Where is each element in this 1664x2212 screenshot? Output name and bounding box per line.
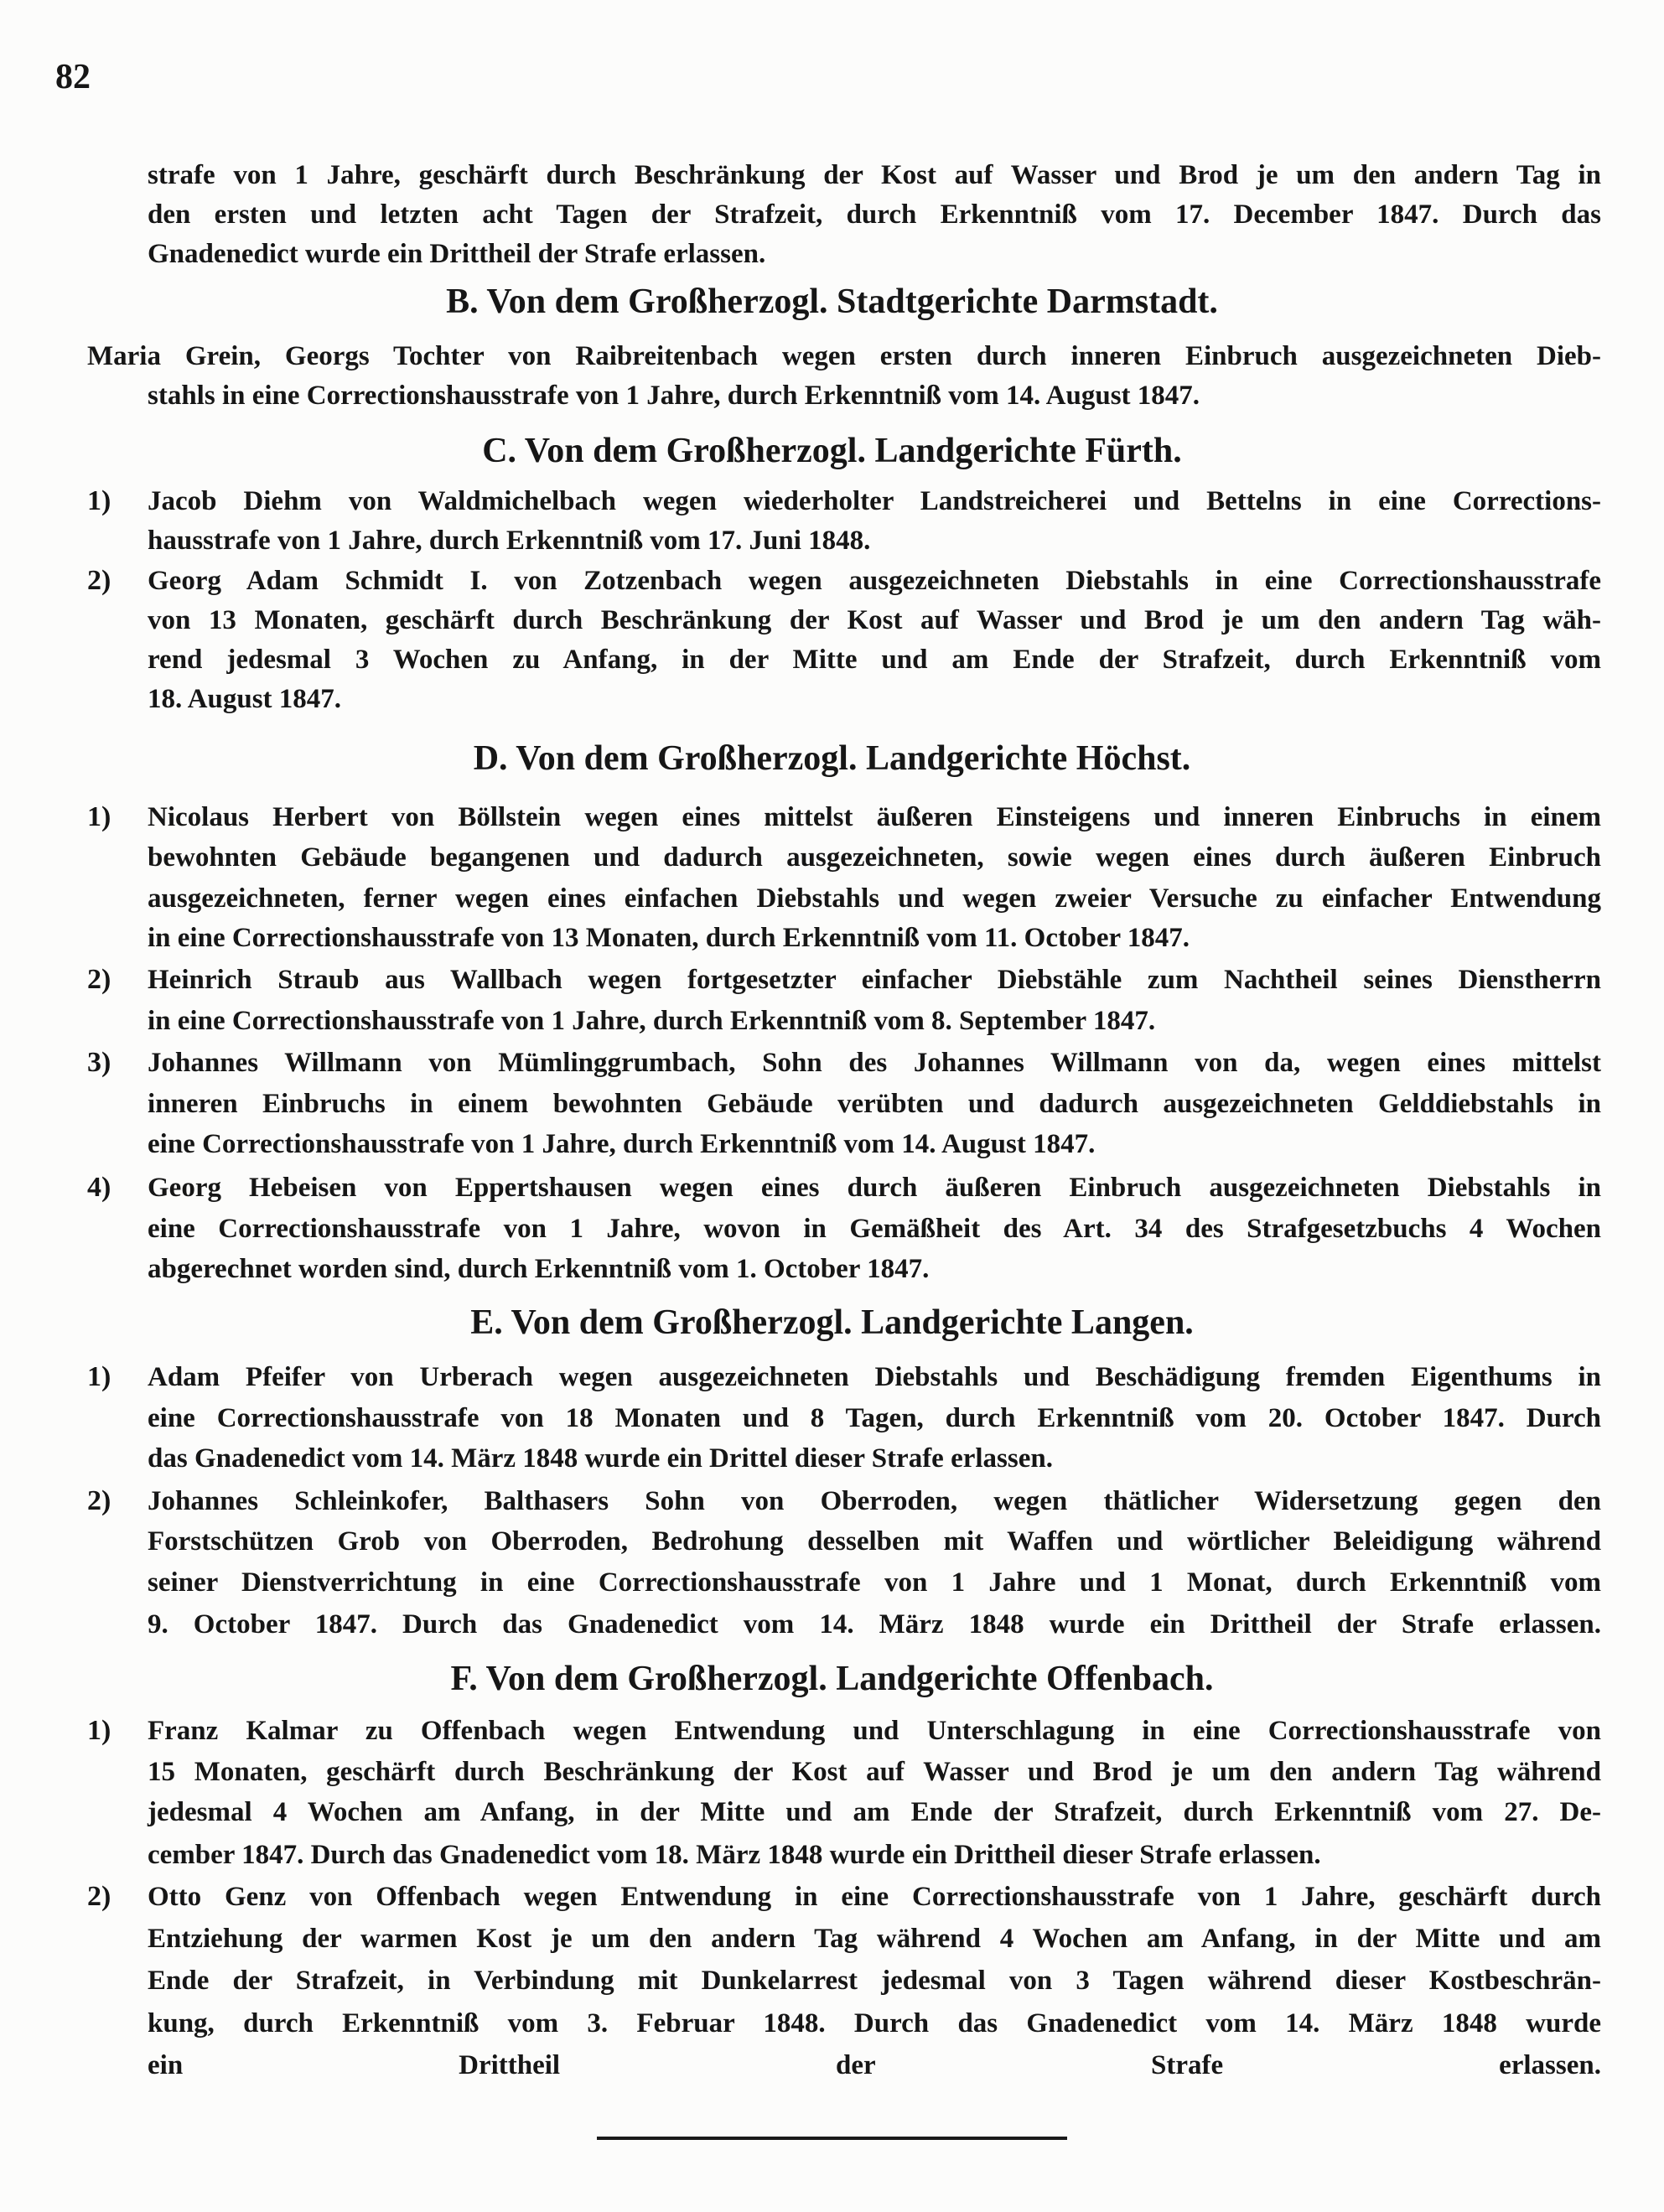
text-line: Forstschützen Grob von Oberroden, Bedrohung desselben mit Waffen und wörtlicher Beleidigung während (148, 1526, 1601, 1557)
text-line: Franz Kalmar zu Offenbach wegen Entwendung und Unterschlagung in eine Correctionshausstrafe von (148, 1716, 1601, 1746)
text-line: Adam Pfeifer von Urberach wegen ausgezeichneten Diebstahls und Beschädigung fremden Eigenthums in (148, 1362, 1601, 1392)
text-line: Heinrich Straub aus Wallbach wegen fortgesetzter einfacher Diebstähle zum Nachtheil seines Dienstherrn (148, 965, 1601, 995)
text-line: rend jedesmal 3 Wochen zu Anfang, in der Mitte und am Ende der Strafzeit, durch Erkenntniß vom (148, 645, 1601, 675)
text-line: seiner Dienstverrichtung in eine Correctionshausstrafe von 1 Jahre und 1 Monat, durch Erkenntniß vom (148, 1567, 1601, 1598)
section-heading: E. Von dem Großherzogl. Landgerichte Langen. (470, 1303, 1194, 1342)
section-heading: C. Von dem Großherzogl. Landgerichte Fürth. (482, 432, 1182, 470)
text-line: 9. October 1847. Durch das Gnadenedict vom 14. März 1848 wurde ein Drittheil der Strafe erlassen. (148, 1609, 1601, 1640)
text-line: stahls in eine Correctionshausstrafe von 1 Jahre, durch Erkenntniß vom 14. August 1847. (148, 381, 1200, 411)
text-line: den ersten und letzten acht Tagen der Strafzeit, durch Erkenntniß vom 17. December 1847. Durch das (148, 199, 1601, 230)
section-heading: B. Von dem Großherzogl. Stadtgerichte Darmstadt. (446, 282, 1218, 321)
text-line: Johannes Schleinkofer, Balthasers Sohn von Oberroden, wegen thätlicher Widersetzung gegen den (148, 1486, 1601, 1516)
text-line: eine Correctionshausstrafe von 1 Jahre, durch Erkenntniß vom 14. August 1847. (148, 1129, 1096, 1159)
text-line: Entziehung der warmen Kost je um den andern Tag während 4 Wochen am Anfang, in der Mitte und am (148, 1924, 1601, 1954)
text-line: hausstrafe von 1 Jahre, durch Erkenntniß vom 17. Juni 1848. (148, 526, 871, 556)
text-line: abgerechnet worden sind, durch Erkenntniß vom 1. October 1847. (148, 1254, 930, 1284)
item-number: 2) (87, 1485, 111, 1516)
item-number: 2) (87, 565, 111, 596)
item-number: 4) (87, 1172, 111, 1203)
text-line: von 13 Monaten, geschärft durch Beschränkung der Kost auf Wasser und Brod je um den andern Tag wäh- (148, 605, 1601, 635)
text-line: eine Correctionshausstrafe von 1 Jahre, wovon in Gemäßheit des Art. 34 des Strafgesetzbuchs 4 Wochen (148, 1214, 1601, 1244)
text-line: ein Drittheil der Strafe erlassen. (148, 2050, 1601, 2080)
item-number: 2) (87, 1881, 111, 1912)
text-line: jedesmal 4 Wochen am Anfang, in der Mitte und am Ende der Strafzeit, durch Erkenntniß vom 27. De- (148, 1797, 1601, 1827)
text-line: ausgezeichneten, ferner wegen eines einfachen Diebstahls und wegen zweier Versuche zu einfacher Entwendung (148, 883, 1601, 914)
section-heading: D. Von dem Großherzogl. Landgerichte Höchst. (473, 739, 1191, 778)
text-line: 15 Monaten, geschärft durch Beschränkung der Kost auf Wasser und Brod je um den andern Tag während (148, 1757, 1601, 1787)
text-line: Georg Adam Schmidt I. von Zotzenbach wegen ausgezeichneten Diebstahls in eine Correctionshausstrafe (148, 566, 1601, 596)
text-line: in eine Correctionshausstrafe von 1 Jahre, durch Erkenntniß vom 8. September 1847. (148, 1006, 1156, 1036)
text-line: Otto Genz von Offenbach wegen Entwendung in eine Correctionshausstrafe von 1 Jahre, geschärft durch (148, 1882, 1601, 1912)
text-line: Gnadenedict wurde ein Drittheil der Strafe erlassen. (148, 239, 766, 269)
text-line: strafe von 1 Jahre, geschärft durch Beschränkung der Kost auf Wasser und Brod je um den andern Tag in (148, 160, 1601, 190)
end-rule (597, 2137, 1067, 2140)
item-number: 1) (87, 1715, 111, 1746)
page-number: 82 (55, 58, 91, 96)
text-line: Ende der Strafzeit, in Verbindung mit Dunkelarrest jedesmal von 3 Tagen während dieser Kostbeschrän- (148, 1966, 1601, 1996)
item-number: 3) (87, 1047, 111, 1078)
item-number: 1) (87, 801, 111, 832)
text-line: inneren Einbruchs in einem bewohnten Gebäude verübten und dadurch ausgezeichneten Gelddiebstahls in (148, 1089, 1601, 1119)
text-line: cember 1847. Durch das Gnadenedict vom 18. März 1848 wurde ein Drittheil dieser Strafe erlassen. (148, 1840, 1321, 1870)
text-line: 18. August 1847. (148, 684, 342, 714)
text-line: eine Correctionshausstrafe von 18 Monaten und 8 Tagen, durch Erkenntniß vom 20. October 1847. Durch (148, 1403, 1601, 1433)
text-line: Maria Grein, Georgs Tochter von Raibreitenbach wegen ersten durch inneren Einbruch ausgezeichneten Dieb- (87, 341, 1601, 371)
text-line: Georg Hebeisen von Eppertshausen wegen eines durch äußeren Einbruch ausgezeichneten Diebstahls in (148, 1173, 1601, 1203)
item-number: 2) (87, 964, 111, 995)
text-line: in eine Correctionshausstrafe von 13 Monaten, durch Erkenntniß vom 11. October 1847. (148, 923, 1190, 953)
item-number: 1) (87, 485, 111, 516)
section-heading: F. Von dem Großherzogl. Landgerichte Offenbach. (450, 1660, 1214, 1698)
text-line: Jacob Diehm von Waldmichelbach wegen wiederholter Landstreicherei und Bettelns in eine Corrections- (148, 486, 1601, 516)
text-line: bewohnten Gebäude begangenen und dadurch ausgezeichneten, sowie wegen eines durch äußeren Einbruch (148, 842, 1601, 873)
text-line: Johannes Willmann von Mümlinggrumbach, Sohn des Johannes Willmann von da, wegen eines mittelst (148, 1048, 1601, 1078)
text-line: kung, durch Erkenntniß vom 3. Februar 1848. Durch das Gnadenedict vom 14. März 1848 wurde (148, 2008, 1601, 2038)
text-line: das Gnadenedict vom 14. März 1848 wurde ein Drittel dieser Strafe erlassen. (148, 1443, 1053, 1474)
item-number: 1) (87, 1361, 111, 1392)
text-line: Nicolaus Herbert von Böllstein wegen eines mittelst äußeren Einsteigens und inneren Einbruchs in einem (148, 802, 1601, 832)
